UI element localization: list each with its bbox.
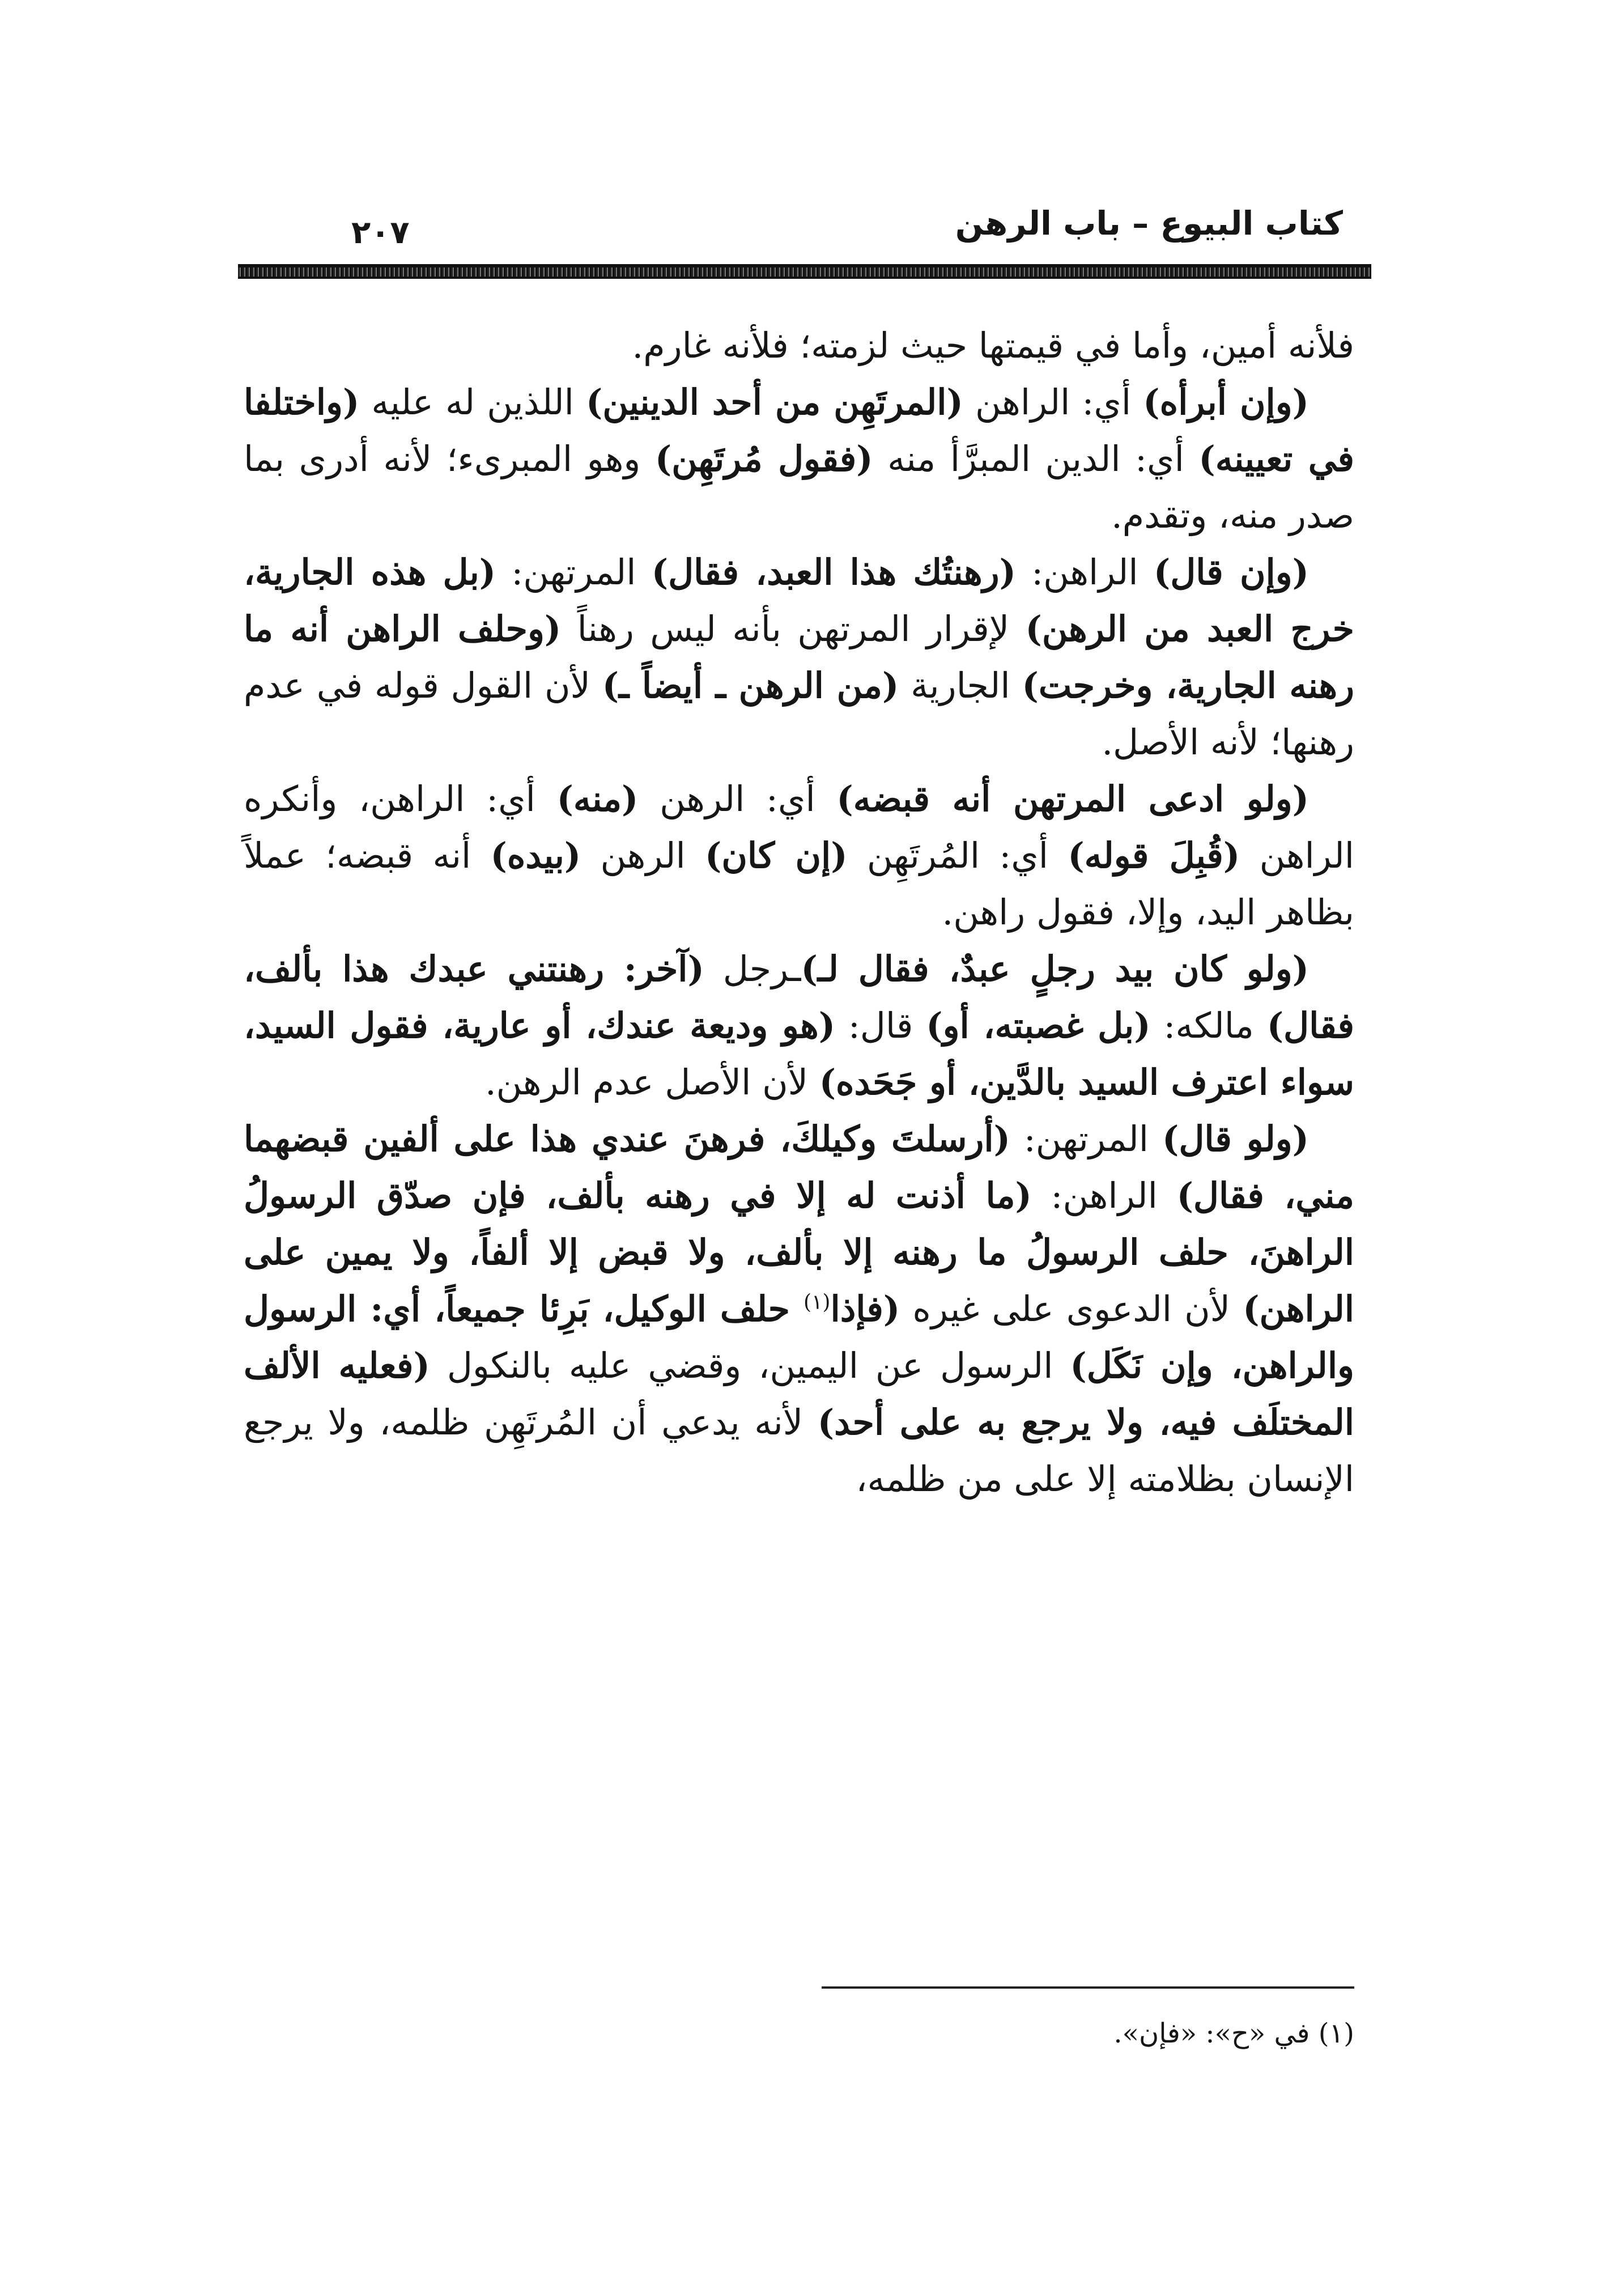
page-header [317,204,1343,272]
matn-text: (ولو ادعى المرتهن أنه قبضه) [836,778,1309,819]
matn-text: (وحلف الراهن أنه ما رهنه الجارية، وخرجت) [244,608,1354,706]
sharh-text: اللذين له عليه [359,381,586,423]
sharh-text: الرهن [581,835,705,876]
sharh-text: الرسول عن اليمين، وقضي عليه بالنكول [430,1345,1070,1386]
sharh-text: وهو المبرىء؛ لأنه أدرى بما صدر منه، وتقدم. [244,438,1354,536]
matn-text: (فقول مُرتَهِن) [654,438,873,479]
paragraph [244,544,1354,771]
paragraph [244,771,1354,941]
sharh-text: المرتهن: [496,551,652,593]
header-rule [238,264,1371,279]
sharh-text: الراهن: [1015,551,1154,593]
matn-text: (منه) [556,778,639,819]
sharh-text: المرتهن: [1010,1118,1163,1160]
matn-text: (أرسلتَ وكيلكَ، فرهنَ عندي هذا على ألفين قبضهما مني، فقال) [244,1118,1355,1216]
matn-text: (واختلفا في تعيينه) [244,381,1355,479]
sharh-text: الراهن: [1031,1175,1177,1216]
sharh-text: أي: الراهن، وأنكره الراهن [244,778,1355,876]
paragraph [244,317,1354,374]
matn-text: (بل هذه الجارية، خرج العبد من الرهن) [244,551,1355,649]
matn-text: (وإن قال) [1153,551,1310,593]
matn-text: (بل غصبته، أو) [926,1005,1151,1046]
matn-text: (ولو قال) [1162,1118,1309,1160]
sharh-text: لإقرار المرتهن بأنه ليس رهناً [561,608,1026,649]
sharh-text: أي: الراهن [963,381,1143,423]
sharh-text: ـرجل [704,948,801,990]
paragraph [244,374,1354,544]
sharh-text: مالكه: [1150,1005,1267,1046]
matn-text: (إن كان) [705,835,848,876]
sharh-text: لأنه يدعي أن المُرتَهِن ظلمه، ولا يرجع الإنسان بظلامته إلا على من ظلمه، [244,1402,1354,1500]
sharh-text: الجارية [899,665,1022,706]
footnote-marker: (١) [804,1290,831,1314]
matn-text: (ولو كان بيد رجلٍ عبدٌ، فقال لـ) [801,948,1309,990]
sharh-text: لأن الدعوى على غيره [900,1288,1243,1330]
sharh-text: أي: المُرتَهِن [847,835,1068,876]
matn-text: (وإن أبرأه) [1143,381,1309,423]
sharh-text: أي: الدين المبرَّأ منه [873,438,1199,479]
sharh-text: لأن القول قوله في عدم رهنها؛ لأنه الأصل. [244,665,1354,763]
matn-text: (ما أذنت له إلا في رهنه بألف، فإن صدّق الرسولُ الراهنَ، حلف الرسولُ ما رهنه إلا بألف، ولا قبض إلا ألفاً، ولا يمين على الراهن) [244,1175,1354,1330]
matn-text: (هو وديعة عندك، أو عارية، فقول السيد، سواء اعترف السيد بالدَّين، أو جَحَده) [244,1005,1354,1103]
sharh-text: فلأنه أمين، وأما في قيمتها حيث لزمته؛ فلأنه غارم. [632,325,1354,366]
running-title: كتاب البيوع – باب الرهن [955,204,1343,243]
matn-text: (رهنتُك هذا العبد، فقال) [651,551,1016,593]
matn-text: (من الرهن ـ أيضاً ـ) [602,665,899,706]
matn-text: (آخر: رهنتني عبدك هذا بألف، فقال) [244,948,1354,1046]
matn-text: (بيده) [490,835,581,876]
sharh-text: لأن الأصل عدم الرهن. [484,1061,819,1103]
sharh-text: أي: الرهن [638,778,837,819]
matn-text: (فإذا [830,1288,900,1330]
page-number: ٢٠٧ [351,214,410,251]
matn-text: حلف الوكيل، بَرِئا جميعاً، أي: الرسول والراهن، وإن نَكَل) [244,1288,1354,1386]
footnote: (١) في «ح»: «فإن». [1113,2018,1354,2049]
footnote-rule [822,1986,1354,1989]
matn-text: (المرتَهِن من أحد الدينين) [585,381,963,423]
paragraph [244,1111,1354,1508]
sharh-text: أنه قبضه؛ عملاً بظاهر اليد، وإلا، فقول راهن. [244,835,1354,933]
sharh-text: قال: [835,1005,926,1046]
matn-text: (فعليه الألف المختلَف فيه، ولا يرجع به على أحد) [244,1345,1354,1443]
matn-text: (قُبِلَ قوله) [1068,835,1240,876]
body-text [244,317,1354,1508]
paragraph [244,941,1354,1111]
